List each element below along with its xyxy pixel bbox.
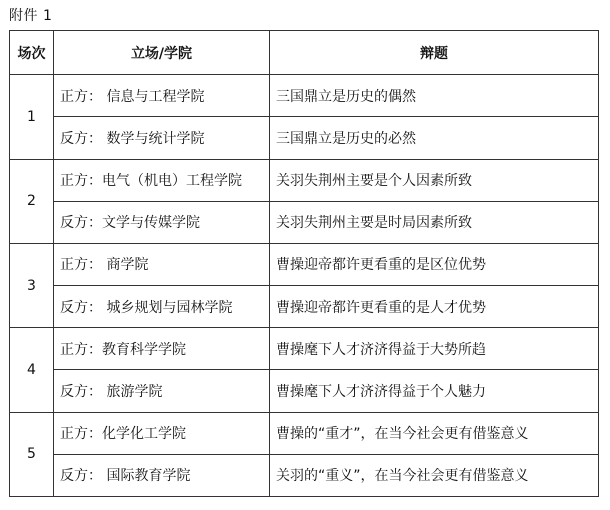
con-side-cell: 反方： 国际教育学院 bbox=[54, 454, 270, 496]
round-number: 4 bbox=[10, 328, 54, 412]
pro-topic-cell: 三国鼎立是历史的偶然 bbox=[270, 75, 599, 117]
table-row bbox=[10, 201, 599, 243]
con-topic-cell: 三国鼎立是历史的必然 bbox=[270, 117, 599, 159]
con-topic-cell: 关羽失荆州主要是时局因素所致 bbox=[270, 201, 599, 243]
table-row bbox=[10, 75, 599, 117]
table-row bbox=[10, 117, 599, 159]
pro-topic-cell: 曹操麾下人才济济得益于大势所趋 bbox=[270, 328, 599, 370]
table-row bbox=[10, 370, 599, 412]
header-topic: 辩题 bbox=[270, 31, 599, 75]
table-row bbox=[10, 243, 599, 285]
debate-schedule-table bbox=[9, 30, 599, 497]
table-row bbox=[10, 286, 599, 328]
table-row bbox=[10, 159, 599, 201]
table-header-row bbox=[10, 31, 599, 75]
con-topic-cell: 曹操麾下人才济济得益于个人魅力 bbox=[270, 370, 599, 412]
pro-side-cell: 正方：电气（机电）工程学院 bbox=[54, 159, 270, 201]
con-side-cell: 反方： 城乡规划与园林学院 bbox=[54, 286, 270, 328]
attachment-caption: 附件 1 bbox=[9, 8, 53, 24]
pro-topic-cell: 曹操的“重才”，在当今社会更有借鉴意义 bbox=[270, 412, 599, 454]
header-side: 立场/学院 bbox=[54, 31, 270, 75]
con-side-cell: 反方： 数学与统计学院 bbox=[54, 117, 270, 159]
pro-topic-cell: 曹操迎帝都许更看重的是区位优势 bbox=[270, 243, 599, 285]
table-row bbox=[10, 454, 599, 496]
round-number: 5 bbox=[10, 412, 54, 496]
pro-side-cell: 正方： 商学院 bbox=[54, 243, 270, 285]
pro-side-cell: 正方：化学化工学院 bbox=[54, 412, 270, 454]
round-number: 2 bbox=[10, 159, 54, 243]
con-side-cell: 反方：文学与传媒学院 bbox=[54, 201, 270, 243]
table-row bbox=[10, 412, 599, 454]
pro-side-cell: 正方：教育科学学院 bbox=[54, 328, 270, 370]
round-number: 3 bbox=[10, 243, 54, 327]
con-topic-cell: 关羽的“重义”，在当今社会更有借鉴意义 bbox=[270, 454, 599, 496]
round-number: 1 bbox=[10, 75, 54, 159]
table-row bbox=[10, 328, 599, 370]
header-round: 场次 bbox=[10, 31, 54, 75]
pro-topic-cell: 关羽失荆州主要是个人因素所致 bbox=[270, 159, 599, 201]
pro-side-cell: 正方： 信息与工程学院 bbox=[54, 75, 270, 117]
con-side-cell: 反方： 旅游学院 bbox=[54, 370, 270, 412]
con-topic-cell: 曹操迎帝都许更看重的是人才优势 bbox=[270, 286, 599, 328]
